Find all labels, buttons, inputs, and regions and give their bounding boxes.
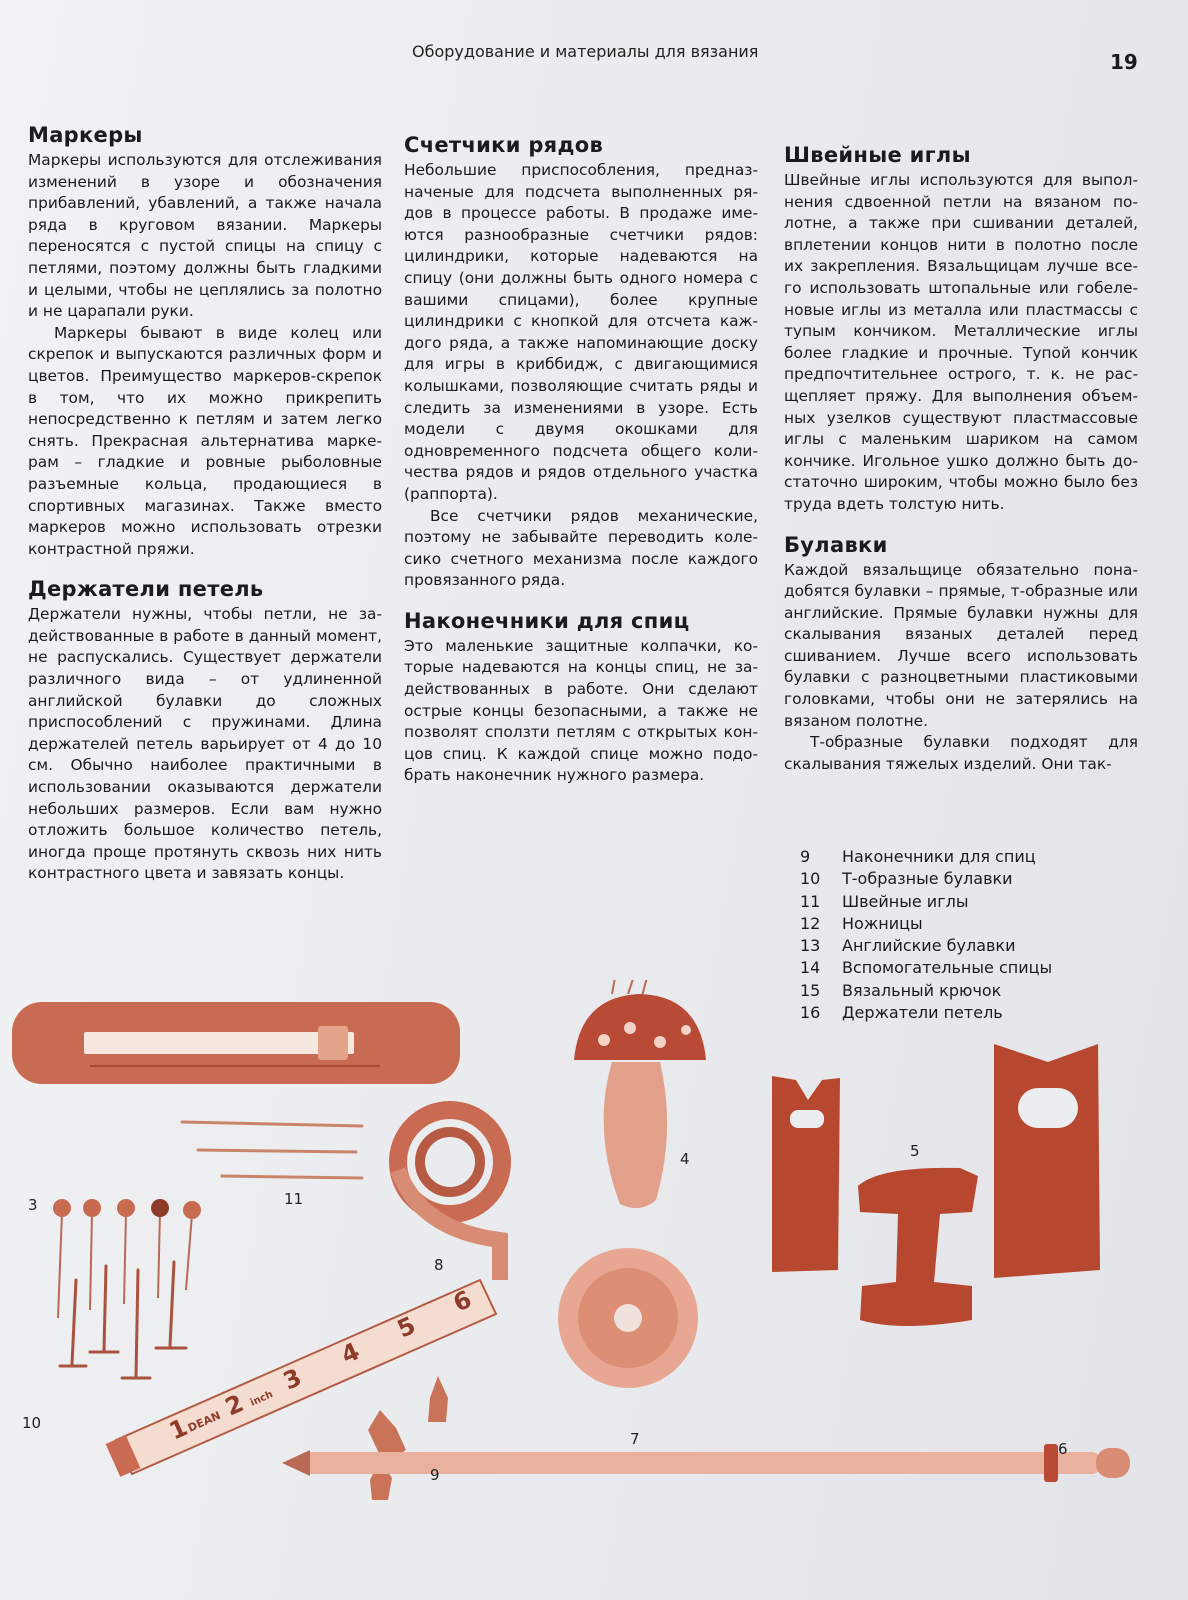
tape-number-3: 3: [279, 1363, 306, 1396]
running-head: Оборудование и материалы для вязания: [412, 42, 759, 61]
legend-item: 10 Т-образные булавки: [800, 869, 1013, 889]
heading-markers: Маркеры: [28, 123, 143, 147]
callout-5: 5: [910, 1142, 920, 1160]
paragraph: Это маленькие защитные колпачки, которые надеваются на концы спиц, не задействованных в работе. Они сделают острые концы безопасными, а также не позволят сползти петлям с открытых концов спиц. К каждой спице можно подобрать наконечник нужного размера.: [404, 636, 758, 785]
paragraph: Маркеры используются для отслеживания изменений в узоре и обозначения прибавлений, убавлений, а также начала ряда в круговом вязании. Маркеры переносятся с пустой спицы на спицу с петлями, поэтому должны быть гладкими и целыми, чтобы не цеплялись за полотно и не царапали руки.: [28, 151, 382, 321]
section-point-protectors: [404, 608, 758, 787]
section-pins: [784, 532, 1138, 776]
bobbin-holders: [772, 1044, 1100, 1326]
tape-number-4: 4: [337, 1337, 364, 1370]
tape-number-1: 1: [165, 1413, 192, 1446]
legend-item: 12 Ножницы: [800, 913, 923, 933]
tape-number-6: 6: [449, 1285, 476, 1318]
mushroom-counter: [574, 980, 706, 1208]
paragraph: Небольшие приспособления, предназначеные для подсчета выполненных рядов в процессе работы. В продаже имеются разнообразные счетчики рядов: цилиндрики, которые надеваются на спицу (они должны быть одного номера с вашими спицами), более крупные цилиндрики с кнопкой для отсчета каждого ряда, а также напоминающие доску для игры в криббидж, с двигающимися колышками, позволяющие считать ряды и следить за изменениями в узоре. Есть модели с двумя окошками для одновременного подсчета общего количества рядов и рядов отдельного участка (раппорта).: [404, 161, 758, 503]
row-counter-ruler: [12, 1002, 460, 1084]
callout-4: 4: [680, 1150, 690, 1168]
legend-item: 15 Вязальный крючок: [800, 980, 1002, 1000]
callout-9: 9: [430, 1466, 440, 1484]
text-column-1: [28, 122, 382, 885]
heading-stitch-holders: Держатели петель: [28, 577, 264, 602]
callout-7: 7: [630, 1430, 640, 1448]
callout-10: 10: [22, 1414, 42, 1432]
text-column-3: [784, 142, 1138, 775]
paragraph: Все счетчики рядов механические, поэтому не забывайте переводить колесико счетного механизма после каждого провязанного ряда.: [404, 506, 758, 590]
tape-number-5: 5: [393, 1311, 420, 1344]
section-sewing-needles: [784, 142, 1138, 516]
ring-disc: [558, 1248, 698, 1388]
legend-item: 14 Вспомогательные спицы: [800, 958, 1053, 978]
legend-item: 11 Швейные иглы: [800, 891, 969, 911]
tools-illustration: [0, 980, 1188, 1580]
paragraph: Маркеры бывают в виде колец или скрепок и выпускаются различных форм и цветов. Преимущество маркеров-скрепок в том, что их можно прикрепить непосредственно к петлям и затем легко снять. Прекрасная альтернатива маркерам – гладкие и ровные рыболовные разъемные кольца, продающиеся в спортивных магазинах. Также вместо маркеров можно использовать отрезки контрастной пряжи.: [28, 323, 382, 558]
paragraph: Т-образные булавки подходят для скалывания тяжелых изделий. Они так-: [784, 733, 1138, 773]
legend-item: 13 Английские булавки: [800, 936, 1016, 956]
section-row-counters: [404, 132, 758, 592]
knitting-needle: [282, 1444, 1130, 1482]
section-markers: [28, 122, 382, 560]
legend-item: 16 Держатели петель: [800, 1003, 1003, 1023]
heading-sewing-needles: Швейные иглы: [784, 143, 971, 167]
section-stitch-holders: [28, 576, 382, 885]
sewing-needles: [182, 1122, 362, 1178]
heading-row-counters: Счетчики рядов: [404, 133, 604, 157]
heading-point-protectors: Наконечники для спиц: [404, 608, 690, 633]
paragraph: Каждой вязальщице обязательно понадобятся булавки – прямые, т-образные или английские. Прямые булавки нужны для скалывания вязаных деталей перед сшиванием. Лучше всего использовать булавки с разноцветными пластиковыми головками, чтобы они не затерялись на вязаном полотне.: [784, 560, 1138, 730]
paragraph: Держатели нужны, чтобы петли, не задействованные в работе в данный момент, не распускались. Существует держатели различного вида – от удлиненной английской булавки до сложных приспособлений с пружинами. Длина держателей петель варьирует от 4 до 10 см. Обычно наиболее практичными в использовании оказываются держатели небольших размеров. Если вам нужно отложить большое количество петель, иногда проще протянуть сквозь них нить контрастного цвета и завязать концы.: [28, 605, 382, 883]
heading-pins: Булавки: [784, 532, 888, 557]
tape-unit-label: inch: [248, 1389, 275, 1409]
tape-brand-label: DEAN: [185, 1408, 223, 1435]
callout-6: 6: [1058, 1440, 1068, 1458]
callout-8: 8: [434, 1256, 444, 1274]
legend-item: 9 Наконечники для спиц: [800, 847, 1036, 866]
t-pins: [60, 1262, 186, 1378]
tape-number-2: 2: [221, 1389, 248, 1422]
paragraph: Швейные иглы используются для выполнения сдвоенной петли на вязаном полотне, а также при сшивании деталей, вплетении концов нити в полотно после их закрепления. Вязальщицам лучше всего использовать штопальные или гобеленовые иглы из металла или пластмассы с тупым кончиком. Металлические иглы более гладкие и прочные. Тупой кончик предпочтительнее острого, т. к. не расщепляет пряжу. Для выполнения объемных узелков существуют пластмассовые иглы с маленьким шариком на самом кончике. Игольное ушко должно быть достаточно широким, чтобы можно было без труда вдеть толстую нить.: [784, 171, 1138, 513]
page-number: 19: [1110, 50, 1138, 74]
callout-3: 3: [28, 1196, 38, 1214]
text-column-2: [404, 132, 758, 787]
callout-11: 11: [284, 1190, 304, 1208]
